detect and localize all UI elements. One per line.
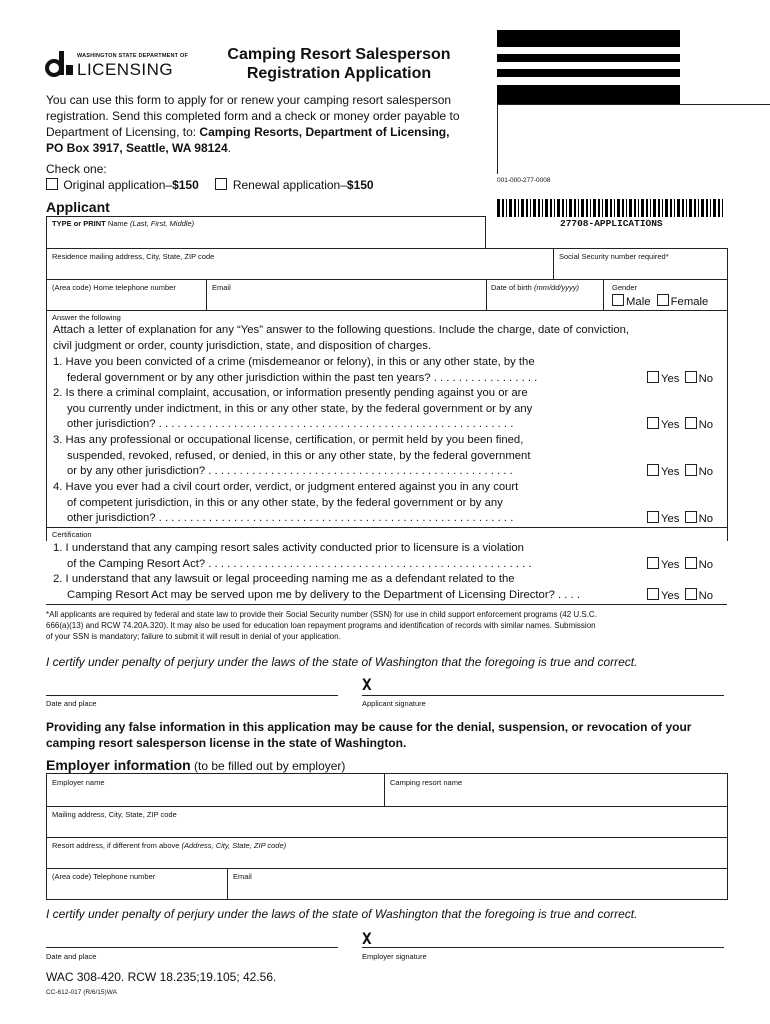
- ssn-label: Social Security number required*: [559, 252, 669, 261]
- applicant-signature-line: [362, 695, 724, 696]
- certification-2-line-2: Camping Resort Act may be served upon me by delivery to the Department of Licensing Director? . . . .: [67, 588, 580, 601]
- dol-logo-mark-icon: [45, 49, 75, 77]
- dob-label: [491, 283, 579, 292]
- question-2-line-3: other jurisdiction? . . . . . . . . . . . . . . . . . . . . . . . . . . . . . . . . . . . . . . . . . . . . . . . . . . . . . . . . .: [67, 418, 514, 431]
- agency-main-text: LICENSING: [77, 60, 174, 79]
- renewal-application-checkbox[interactable]: [215, 178, 227, 190]
- dob-format: (mm/dd/yyyy): [533, 283, 579, 292]
- application-type-row: [46, 177, 374, 193]
- question-4-answer: [647, 511, 713, 525]
- answer-following-label: Answer the following: [52, 313, 121, 322]
- name-label-bold: TYPE or PRINT: [52, 219, 106, 228]
- q3-yes-label: Yes: [661, 466, 680, 478]
- employer-heading-text: Employer information: [46, 757, 191, 773]
- dob-field[interactable]: [487, 293, 602, 309]
- employer-signature-label: Employer signature: [362, 952, 427, 961]
- original-application-label: Original application–: [63, 178, 173, 192]
- name-field[interactable]: [47, 229, 484, 247]
- c2-yes-checkbox[interactable]: [647, 588, 659, 600]
- intro-address: PO Box 3917, Seattle, WA 98124: [46, 141, 228, 155]
- question-4-line-2: of competent jurisdiction, in this or any other state, by the federal government or by any: [67, 496, 503, 509]
- employer-phone-field[interactable]: [47, 882, 226, 897]
- applicant-heading: Applicant: [46, 199, 110, 215]
- warning-line-2: camping resort salesperson license in the state of Washington.: [46, 736, 407, 750]
- applicant-certify-statement: I certify under penalty of perjury under the laws of the state of Washington that the foregoing is true and correct.: [46, 655, 638, 669]
- email-label: Email: [212, 283, 231, 292]
- warning-line-1: Providing any false information in this application may be cause for the denial, suspension, or revocation of your: [46, 720, 692, 734]
- certification-1: [53, 541, 532, 572]
- office-box-left: [497, 104, 498, 174]
- employer-phone-label: (Area code) Telephone number: [52, 872, 156, 881]
- name-right-border: [485, 216, 486, 248]
- c2-no-checkbox[interactable]: [685, 588, 697, 600]
- dob-divider: [603, 279, 604, 310]
- employer-signature-x: X: [362, 929, 372, 948]
- certification-2-line-1: 2. I understand that any lawsuit or legal proceeding naming me as a defendant related to the: [53, 573, 515, 585]
- c1-yes-label: Yes: [661, 559, 680, 571]
- intro-line-2: registration. Send this completed form and a check or money order payable to: [46, 109, 460, 123]
- title-line-2: Registration Application: [246, 65, 432, 82]
- ssn-field[interactable]: [554, 262, 726, 278]
- employer-name-label: Employer name: [52, 778, 105, 787]
- gender-label: Gender: [612, 283, 638, 292]
- applicant-date-place-label: Date and place: [46, 699, 97, 708]
- question-4: [53, 480, 518, 527]
- female-checkbox[interactable]: [657, 294, 669, 306]
- employer-date-place-label: Date and place: [46, 952, 97, 961]
- certification-2-answer: [647, 588, 713, 602]
- applicant-date-place-field[interactable]: [46, 678, 338, 694]
- q2-yes-checkbox[interactable]: [647, 417, 659, 429]
- original-application-checkbox[interactable]: [46, 178, 58, 190]
- intro-text: [46, 92, 496, 156]
- question-2: [53, 386, 532, 433]
- q1-no-label: No: [698, 373, 714, 385]
- redaction-bar-3: [497, 69, 680, 77]
- intro-line-3-bold: Camping Resorts, Department of Licensing,: [199, 125, 450, 139]
- resort-address-field[interactable]: [47, 851, 725, 867]
- home-phone-field[interactable]: [47, 293, 205, 309]
- employer-heading-note: (to be filled out by employer): [190, 759, 346, 773]
- intro-line-4-end: .: [227, 141, 231, 155]
- applicant-signature-x: X: [362, 675, 372, 694]
- applicant-right-border: [727, 248, 728, 541]
- q4-no-checkbox[interactable]: [685, 511, 697, 523]
- office-box-top: [497, 104, 770, 105]
- ssn-note-line-2: 666(a)(13) and RCW 74.20A.320). It may also be used for education loan repayment programs and identification of records with similar names. Submission: [46, 621, 596, 630]
- question-1-line-1: 1. Have you been convicted of a crime (misdemeanor or felony), in this or any other state, by the: [53, 356, 535, 368]
- gender-options: [612, 294, 708, 308]
- q1-no-checkbox[interactable]: [685, 371, 697, 383]
- question-2-line-1: 2. Is there a criminal complaint, accusation, or information presently pending against you or are: [53, 387, 528, 399]
- name-bottom-rule: [46, 248, 727, 249]
- question-2-answer: [647, 417, 713, 431]
- applicant-signature-label: Applicant signature: [362, 699, 426, 708]
- q2-no-checkbox[interactable]: [685, 417, 697, 429]
- certification-2: [53, 572, 580, 603]
- resort-address-label: [52, 841, 286, 850]
- employer-mailing-field[interactable]: [47, 820, 725, 836]
- name-label-italic: (Last, First, Middle): [129, 219, 195, 228]
- q2-yes-label: Yes: [661, 419, 680, 431]
- c1-yes-checkbox[interactable]: [647, 557, 659, 569]
- q4-yes-label: Yes: [661, 513, 680, 525]
- barcode-icon: [497, 199, 727, 217]
- question-3-answer: [647, 464, 713, 478]
- certification-1-line-1: 1. I understand that any camping resort sales activity conducted prior to licensure is a violation: [53, 542, 524, 554]
- question-3-line-1: 3. Has any professional or occupational license, certification, or permit held by you been fined,: [53, 434, 524, 446]
- resort-address-label-text: Resort address, if different from above: [52, 841, 182, 850]
- employer-signature-line: [362, 947, 724, 948]
- title-line-1: Camping Resort Salesperson: [227, 46, 451, 63]
- original-fee: $150: [172, 178, 199, 192]
- ssn-note-line-3: of your SSN is mandatory; failure to submit it will result in denial of your application.: [46, 632, 341, 641]
- address-field[interactable]: [47, 262, 552, 278]
- redaction-bar-2: [497, 54, 680, 62]
- intro-line-1: You can use this form to apply for or renew your camping resort salesperson: [46, 93, 452, 107]
- employer-name-field[interactable]: [47, 789, 382, 805]
- intro-line-4: [46, 140, 496, 156]
- questions-bottom-rule: [46, 527, 727, 528]
- name-label-plain: Name: [105, 219, 130, 228]
- check-one-label: Check one:: [46, 162, 107, 176]
- barcode-text: 27708-APPLICATIONS: [560, 218, 663, 229]
- employer-date-line: [46, 947, 338, 948]
- statute-reference: WAC 308-420. RCW 18.235;19.105; 42.56.: [46, 970, 277, 984]
- intro-line-3-plain: Department of Licensing, to:: [46, 125, 200, 139]
- q2-no-label: No: [698, 419, 714, 431]
- certification-1-answer: [647, 557, 713, 571]
- employer-row1-rule: [46, 806, 727, 807]
- ssn-note: [46, 609, 730, 642]
- applicant-date-line: [46, 695, 338, 696]
- form-title: [200, 45, 478, 83]
- address-bottom-rule: [46, 279, 727, 280]
- employer-mailing-label: Mailing address, City, State, ZIP code: [52, 810, 177, 819]
- home-phone-label: (Area code) Home telephone number: [52, 283, 176, 292]
- ssn-note-line-1: *All applicants are required by federal and state law to provide their Social Security number (SSN) for use in child support enforcement programs (42 U.S.C.: [46, 610, 597, 619]
- q3-no-label: No: [698, 466, 714, 478]
- instruction-line-1: Attach a letter of explanation for any “Yes” answer to the following questions. Include the charge, date of conviction,: [53, 324, 630, 336]
- c2-no-label: No: [698, 590, 714, 602]
- name-label: [52, 219, 194, 228]
- question-3: [53, 433, 530, 480]
- question-3-line-2: suspended, revoked, refused, or denied, in this or any other state, by the federal government: [67, 449, 531, 462]
- question-3-line-3: or by any other jurisdiction? . . . . . . . . . . . . . . . . . . . . . . . . . . . . . . . . . . . . . . . . . . . . . . . . .: [67, 465, 513, 478]
- male-label: Male: [626, 296, 651, 308]
- question-1: [53, 355, 537, 386]
- agency-top-text: WASHINGTON STATE DEPARTMENT OF: [77, 53, 189, 59]
- employer-email-label: Email: [233, 872, 252, 881]
- c1-no-checkbox[interactable]: [685, 557, 697, 569]
- employer-certify-statement: I certify under penalty of perjury under the laws of the state of Washington that the foregoing is true and correct.: [46, 907, 638, 921]
- c2-yes-label: Yes: [661, 590, 680, 602]
- applicant-top-rule: [46, 216, 485, 217]
- certification-1-line-2: of the Camping Resort Act? . . . . . . . . . . . . . . . . . . . . . . . . . . . . . . . . . . . . . . . . . . . . . . . . . . . .: [67, 557, 532, 570]
- q4-no-label: No: [698, 513, 714, 525]
- employer-row2-rule: [46, 837, 727, 838]
- q1-yes-checkbox[interactable]: [647, 371, 659, 383]
- employer-email-field[interactable]: [228, 882, 725, 897]
- certification-bottom-rule: [46, 604, 727, 605]
- redaction-bar-4: [497, 85, 680, 105]
- phone-bottom-rule: [46, 310, 727, 311]
- q4-yes-checkbox[interactable]: [647, 511, 659, 523]
- resort-address-format: (Address, City, State, ZIP code): [181, 841, 287, 850]
- c1-no-label: No: [698, 559, 714, 571]
- question-2-line-2: you currently under indictment, in this or any other state, by the federal government or by any: [67, 402, 533, 415]
- employer-signature-field[interactable]: [362, 930, 724, 946]
- q3-yes-checkbox[interactable]: [647, 464, 659, 476]
- dob-label-text: Date of birth: [491, 283, 534, 292]
- applicant-signature-field[interactable]: [362, 678, 724, 694]
- employer-date-place-field[interactable]: [46, 930, 338, 946]
- q3-no-checkbox[interactable]: [685, 464, 697, 476]
- male-checkbox[interactable]: [612, 294, 624, 306]
- address-label: Residence mailing address, City, State, ZIP code: [52, 252, 215, 261]
- intro-line-3: [46, 124, 496, 140]
- instructions: [53, 323, 629, 354]
- employer-row3-rule: [46, 868, 727, 869]
- female-label: Female: [670, 296, 709, 308]
- camping-resort-name-label: Camping resort name: [390, 778, 463, 787]
- certification-label: Certification: [52, 530, 92, 539]
- question-1-answer: [647, 371, 713, 385]
- instruction-line-2: civil judgment or order, county jurisdiction, state, and disposition of charges.: [53, 339, 432, 352]
- false-info-warning: [46, 719, 691, 751]
- form-number: CC-612-017 (R/6/15)WA: [46, 989, 117, 996]
- renewal-application-label: Renewal application–: [232, 178, 347, 192]
- dol-logo: [45, 49, 195, 79]
- q1-yes-label: Yes: [661, 373, 680, 385]
- office-code: 001-000-277-0008: [497, 177, 551, 184]
- question-1-line-2: federal government or by any other jurisdiction within the past ten years? . . . . . . . . . . . . . . . . .: [67, 371, 538, 384]
- question-4-line-1: 4. Have you ever had a civil court order, verdict, or judgment entered against you in any court: [53, 481, 519, 493]
- question-4-line-3: other jurisdiction? . . . . . . . . . . . . . . . . . . . . . . . . . . . . . . . . . . . . . . . . . . . . . . . . . . . . . . . . .: [67, 512, 514, 525]
- email-field[interactable]: [207, 293, 485, 309]
- renewal-fee: $150: [346, 178, 374, 192]
- camping-resort-name-field[interactable]: [385, 789, 725, 805]
- redaction-bar-1: [497, 30, 680, 47]
